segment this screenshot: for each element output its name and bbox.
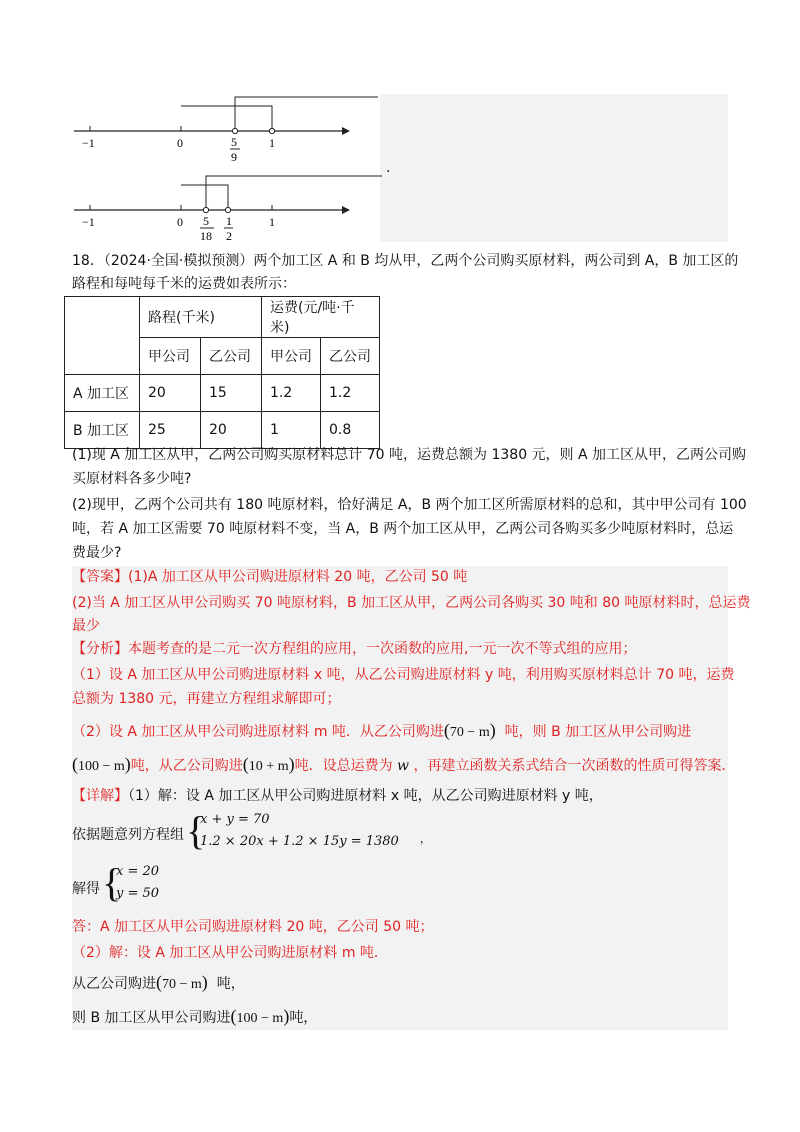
answer-1: (1)A 加工区从甲公司购进原材料 20 吨，乙公司 50 吨 [128, 569, 468, 585]
solve-prefix: 解得 [72, 881, 100, 897]
expr-10-plus-m: 10 + m [248, 759, 289, 774]
paren-close: ) [489, 720, 496, 740]
distance-cost-table [64, 296, 380, 449]
table-row [65, 412, 380, 449]
header-company-jia-2: 甲公司 [262, 338, 321, 375]
analysis-p2-line-2 [72, 750, 736, 781]
detail-text-4b: 吨， [289, 1010, 318, 1026]
detail-line-2: （2）解：设 A 加工区从甲公司购进原材料 m 吨． [72, 945, 388, 961]
detail-line-3 [72, 968, 728, 999]
expr-100-minus-m: 100 − m [78, 759, 125, 774]
table-cell: 0.8 [321, 412, 380, 449]
paren-close: ) [283, 1006, 290, 1026]
solution-y: y = 50 [116, 886, 160, 901]
tick-label-0: 0 [177, 136, 183, 150]
table-cell: 1 [262, 412, 321, 449]
paren-close: ) [124, 754, 131, 774]
problem-source: （2024·全国·模拟预测） [103, 253, 254, 269]
left-brace: { [102, 860, 122, 905]
detail-line-1 [72, 785, 728, 807]
question-1-line-2: 买原材料各多少吨? [72, 471, 192, 487]
header-distance: 路程(千米) [140, 297, 262, 338]
analysis-intro: 本题考查的是二元一次方程组的应用，一次函数的应用,一元一次不等式组的应用； [128, 641, 637, 657]
analysis-p2-text-b: 吨，则 B 加工区从甲公司购进 [504, 724, 692, 740]
analysis-p2-text-a: （2）设 A 加工区从甲公司购进原材料 m 吨．从乙公司购进 [72, 724, 444, 740]
analysis-p2-text-e: ，再建立函数关系式结合一次函数的性质可得答案． [413, 758, 736, 774]
problem-line-2: 路程和每吨每千米的运费如表所示： [72, 276, 296, 292]
detail-text-1: （1）解：设 A 加工区从甲公司购进原材料 x 吨，从乙公司购进原材料 y 吨， [128, 788, 603, 804]
tick-label-2-den-b: 2 [226, 229, 232, 243]
analysis-p1-line-1: （1）设 A 加工区从甲公司购进原材料 x 吨，从乙公司购进原材料 y 吨，利用购买原材料总计 70 吨，运费 [72, 667, 735, 683]
paren-open: ( [443, 720, 450, 740]
table-cell: 15 [201, 375, 262, 412]
analysis-tag: 【分析】 [72, 641, 128, 657]
tick-label-5-num-b: 5 [203, 214, 209, 228]
header-company-yi-2: 乙公司 [321, 338, 380, 375]
equation-1: x + y = 70 [200, 812, 270, 827]
answer-2-line-1: (2)当 A 加工区从甲公司购买 70 吨原材料，B 加工区从甲，乙两公司各购买 30 吨和 80 吨原材料时，总运费 [72, 595, 751, 611]
analysis-p2-line-1 [72, 716, 728, 747]
paren-close: ) [201, 972, 208, 992]
expr-70-minus-m: 70 − m [449, 725, 490, 740]
equation-system [72, 808, 472, 858]
paren-open: ( [242, 754, 249, 774]
expr-100-minus-m-2: 100 − m [236, 1011, 284, 1026]
figure-period: . [386, 160, 391, 176]
table-row [65, 375, 380, 412]
solution-x: x = 20 [116, 864, 160, 879]
number-line-top [74, 97, 378, 164]
var-w: w [397, 758, 410, 774]
answer-tag: 【答案】 [72, 569, 128, 585]
problem-line-1 [72, 250, 739, 272]
left-brace: { [186, 808, 206, 853]
analysis-line-1 [72, 638, 728, 660]
tick-label-minus1: −1 [82, 136, 95, 150]
solution-system [72, 862, 272, 908]
row-label: A 加工区 [65, 375, 140, 412]
paren-open: ( [156, 972, 162, 992]
tick-label-5-num: 5 [231, 135, 237, 149]
analysis-p2-text-d: 吨．设总运费为 [294, 758, 393, 774]
detail-line-4 [72, 1002, 728, 1033]
tick-label-9-den: 9 [231, 150, 237, 164]
detail-text-3b: 吨， [216, 976, 245, 992]
row-label: B 加工区 [65, 412, 140, 449]
tick-label-1-num-b: 1 [226, 214, 232, 228]
detail-text-3a: 从乙公司购进 [72, 976, 156, 992]
header-company-yi-1: 乙公司 [201, 338, 262, 375]
tick-label-18-den-b: 18 [200, 229, 212, 243]
question-1-line-1: (1)现 A 加工区从甲，乙两公司购买原材料总计 70 吨，运费总额为 1380 元，则 A 加工区从甲，乙两公司购 [72, 447, 747, 463]
equation-2: 1.2 × 20x + 1.2 × 15y = 1380 [200, 834, 399, 849]
equation-end: ， [420, 832, 431, 845]
figure-background [380, 94, 728, 242]
table-corner-cell [65, 297, 140, 375]
paren-open: ( [72, 754, 78, 774]
number-line-bottom [74, 176, 382, 243]
detail-answer-1: 答：A 加工区从甲公司购进原材料 20 吨，乙公司 50 吨； [72, 919, 434, 935]
table-cell: 1.2 [321, 375, 380, 412]
question-2-line-3: 费最少? [72, 545, 122, 561]
answer-2-line-2: 最少 [72, 618, 100, 634]
header-company-jia-1: 甲公司 [140, 338, 201, 375]
table-cell: 25 [140, 412, 201, 449]
number-line-figure [60, 90, 400, 250]
tick-label-0-b: 0 [177, 215, 183, 229]
detail-text-4a: 则 B 加工区从甲公司购进 [72, 1010, 231, 1026]
header-cost: 运费(元/吨·千米) [262, 297, 380, 338]
question-2-line-1: (2)现甲，乙两个公司共有 180 吨原材料，恰好满足 A，B 两个加工区所需原材料的总和，其中甲公司有 100 [72, 497, 747, 513]
tick-label-1-b: 1 [269, 215, 275, 229]
analysis-p2-text-c: 吨，从乙公司购进 [130, 758, 243, 774]
table-cell: 1.2 [262, 375, 321, 412]
table-cell: 20 [140, 375, 201, 412]
analysis-p1-line-2: 总额为 1380 元，再建立方程组求解即可； [72, 691, 341, 707]
system-prefix: 依据题意列方程组 [72, 827, 184, 843]
detail-tag: 【详解】 [72, 788, 128, 804]
tick-label-1: 1 [269, 136, 275, 150]
expr-70-minus-m-2: 70 − m [162, 977, 202, 992]
paren-close: ) [288, 754, 295, 774]
paren-open: ( [230, 1006, 237, 1026]
problem-text-1: 两个加工区 A 和 B 均从甲，乙两个公司购买原材料，两公司到 A，B 加工区的 [253, 253, 739, 269]
table-cell: 20 [201, 412, 262, 449]
answer-line-1 [72, 566, 728, 588]
question-2-line-2: 吨，若 A 加工区需要 70 吨原材料不变，当 A，B 两个加工区从甲，乙两公司各购买多少吨原材料时，总运 [72, 521, 734, 537]
tick-label-minus1-b: −1 [82, 215, 95, 229]
problem-number: 18． [72, 253, 104, 269]
